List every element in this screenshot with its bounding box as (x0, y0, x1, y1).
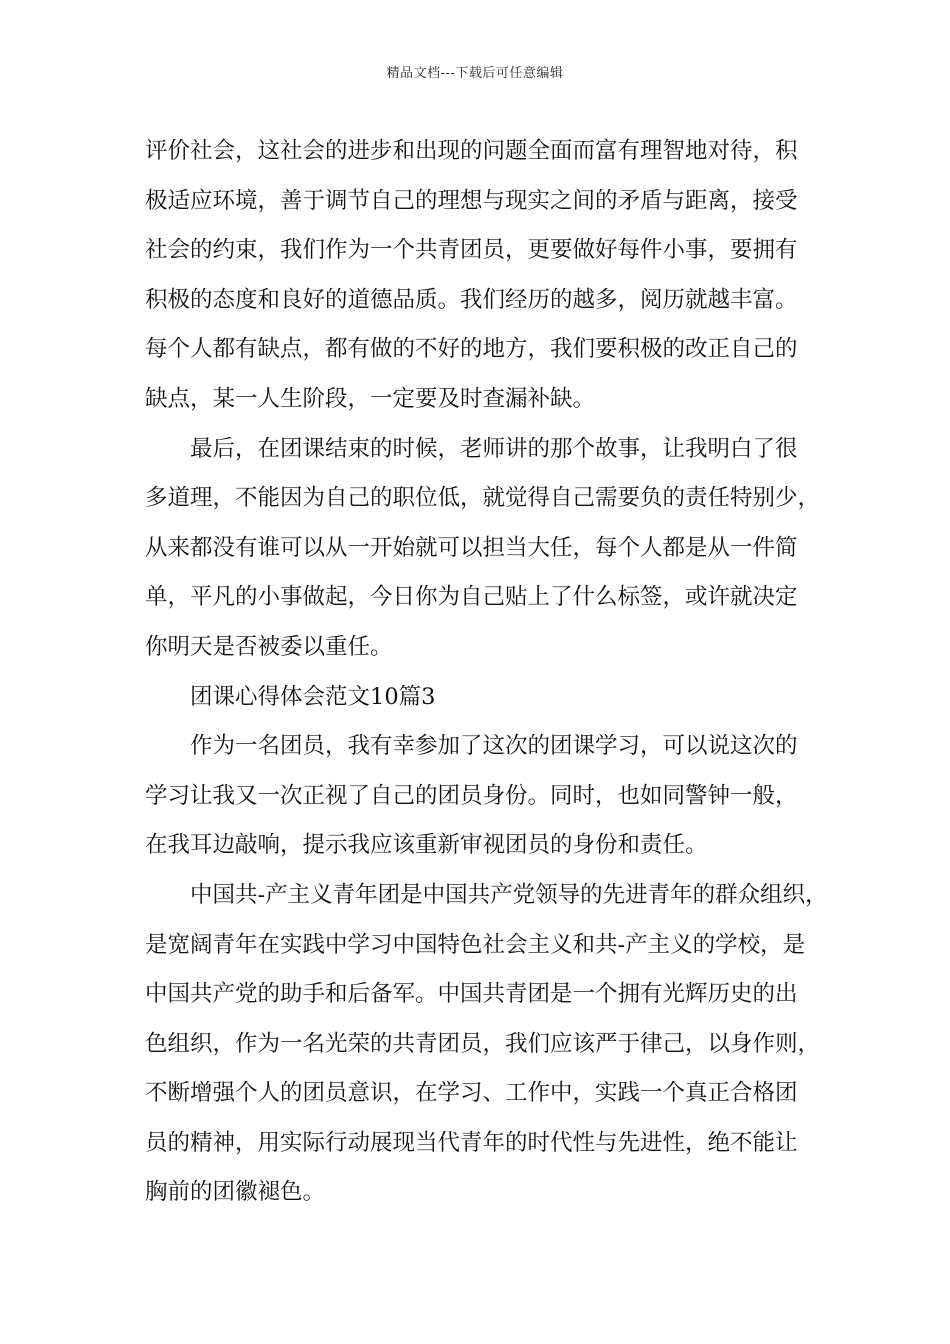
paragraph-line: 在我耳边敲响，提示我应该重新审视团员的身份和责任。 (145, 832, 708, 859)
paragraph-line: 每个人都有缺点，都有做的不好的地方，我们要积极的改正自己的 (145, 336, 798, 363)
section-heading: 团课心得体会范文10篇3 (190, 683, 436, 710)
document-body (145, 127, 828, 1218)
paragraph-line: 色组织，作为一名光荣的共青团员，我们应该严于律己，以身作则， (145, 1030, 821, 1057)
paragraph-line: 社会的约束，我们作为一个共青团员，更要做好每件小事，要拥有 (145, 237, 798, 264)
paragraph-line: 员的精神，用实际行动展现当代青年的时代性与先进性，绝不能让 (145, 1129, 798, 1156)
paragraph-line: 多道理，不能因为自己的职位低，就觉得自己需要负的责任特别少， (145, 485, 821, 512)
paragraph-line: 积极的态度和良好的道德品质。我们经历的越多，阅历就越丰富。 (145, 286, 798, 313)
paragraph-line: 缺点，某一人生阶段，一定要及时查漏补缺。 (145, 385, 596, 412)
page-header: 精品文档---下载后可任意编辑 (386, 66, 564, 81)
paragraph-line: 作为一名团员，我有幸参加了这次的团课学习，可以说这次的 (190, 733, 798, 760)
paragraph-line: 中国共产党的助手和后备军。中国共青团是一个拥有光辉历史的出 (145, 981, 798, 1008)
paragraph-line: 不断增强个人的团员意识，在学习、工作中，实践一个真正合格团 (145, 1080, 798, 1107)
paragraph-line: 学习让我又一次正视了自己的团员身份。同时，也如同警钟一般， (145, 782, 798, 809)
paragraph-line: 评价社会，这社会的进步和出现的问题全面而富有理智地对待，积 (145, 138, 798, 164)
paragraph-line: 是宽阔青年在实践中学习中国特色社会主义和共-产主义的学校，是 (145, 931, 806, 958)
paragraph-line: 你明天是否被委以重任。 (145, 633, 393, 660)
paragraph-line: 最后，在团课结束的时候，老师讲的那个故事，让我明白了很 (190, 435, 798, 462)
paragraph-line: 中国共-产主义青年团是中国共产党领导的先进青年的群众组织， (190, 881, 828, 908)
paragraph-line: 胸前的团徽褪色。 (145, 1179, 326, 1206)
paragraph-line: 单，平凡的小事做起，今日你为自己贴上了什么标签，或许就决定 (145, 584, 798, 611)
paragraph-line: 极适应环境，善于调节自己的理想与现实之间的矛盾与距离，接受 (145, 187, 798, 214)
paragraph-line: 从来都没有谁可以从一开始就可以担当大任，每个人都是从一件简 (145, 534, 798, 561)
